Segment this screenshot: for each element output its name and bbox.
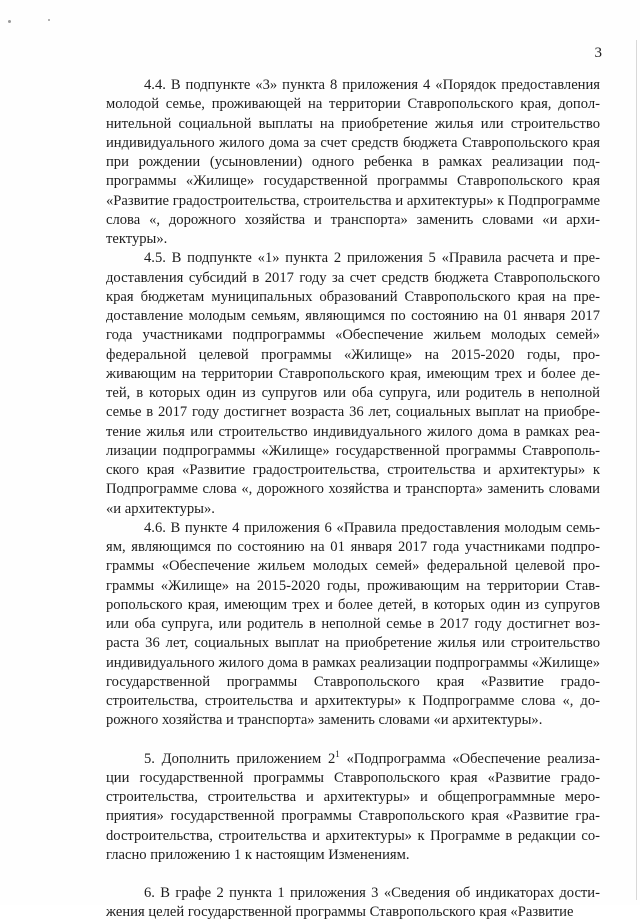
paragraph-5 (106, 750, 600, 866)
scan-speck (8, 20, 11, 23)
document-body (106, 76, 600, 923)
paragraph-4-4: 4.4. В подпункте «3» пункта 8 приложения 4 «Порядок предоставления молодой семье, проживающей на территории Ставропольского края, дополнительной социальной выплаты на приобретение жилья или строительство индивидуального жилого дома за счет средств бюджета Ставропольского края при рождении (усыновлении) одного ребенка в рамках реализации подпрограммы «Жилище» государственной программы Ставропольского края «Развитие градостроительства, строительства и архитектуры» к Подпрограмме слова «, дорожного хозяйства и транспорта» заменить словами «и архитектуры». (106, 77, 600, 247)
paragraph-5-lead: 5. Дополнить приложением 2 (144, 750, 336, 767)
page-number: 3 (594, 45, 602, 61)
superscript-index: 1 (335, 748, 340, 759)
paragraph-4-5: 4.5. В подпункте «1» пункта 2 приложения 5 «Правила расчета и предоставления субсидий в 2017 году за счет средств бюджета Ставропольского края бюджетам муниципальных образований Ставропольского края на предоставление молодым семьям, являющимся по состоянию на 01 января 2017 года участниками подпрограммы «Обеспечение жильем молодых семей» федеральной целевой программы «Жилище» на 2015-2020 годы, проживающим на территории Ставропольского края, имеющим трех и более детей, в которых один из супругов или оба супруга, или родитель в неполной семье в 2017 году достигнет возраста 36 лет, социальных выплат на приобретение жилья или строительство индивидуального жилого дома в рамках реализации подпрограммы «Жилище» государственной программы Ставропольского края «Развитие градостроительства, строительства и архитектуры» к Подпрограмме слова «, дорожного хозяйства и транспорта» заменить словами «и архитектуры». (106, 250, 600, 517)
paragraph-4-6: 4.6. В пункте 4 приложения 6 «Правила предоставления молодым семьям, являющимся по состоянию на 01 января 2017 года участниками подпрограммы «Обеспечение жильем молодых семей» федеральной целевой программы «Жилище» на 2015-2020 годы, проживающим на территории Ставропольского края, имеющим трех и более детей, в которых один из супругов или оба супруга, или родитель в неполной семье в 2017 году достигнет возраста 36 лет, социальных выплат на приобретение жилья или строительство индивидуального жилого дома в рамках реализации подпрограммы «Жилище» государственной программы Ставропольского края «Развитие градостроительства, строительства и архитектуры» к Подпрограмме слова «, дорожного хозяйства и транспорта» заменить словами «и архитектуры». (106, 519, 600, 729)
paragraph-6: 6. В графе 2 пункта 1 приложения 3 «Сведения об индикаторах достижения целей государственной программы Ставропольского края «Развитие (106, 885, 600, 921)
scan-speck (48, 19, 50, 21)
paragraph-5-text: «Подпрограмма «Обеспечение реализации государственной программы Ставропольского края «Развитие градостроительства, строительства и архитектуры» и общепрограммные мероприятия» государственной программы Ставропольского края «Развитие граdостроительства, строительства и архитектуры» к Программе в редакции согласно приложению 1 к настоящим Изменениям. (106, 750, 600, 863)
scan-edge-line (636, 40, 637, 900)
